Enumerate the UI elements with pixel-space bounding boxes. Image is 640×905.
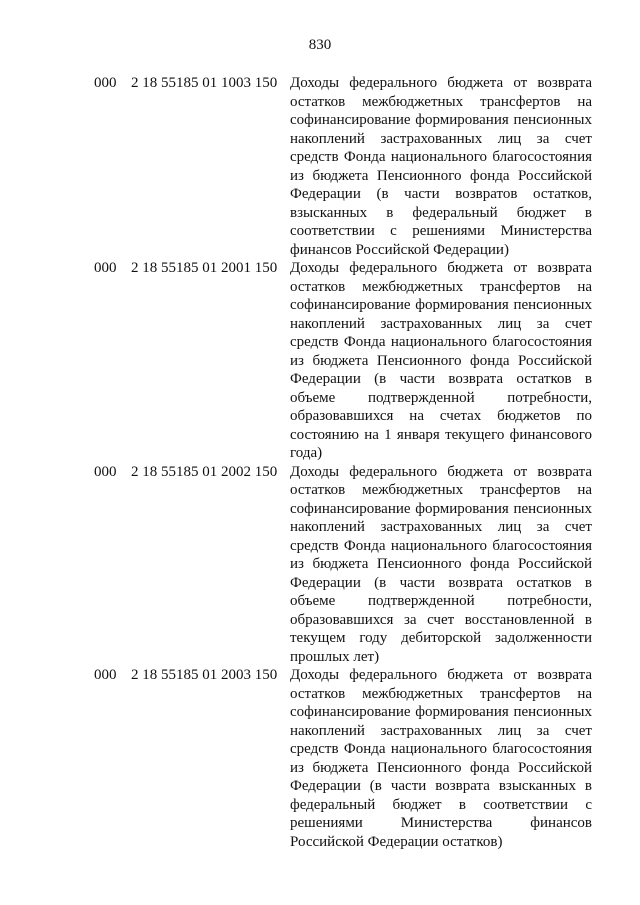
list-item (0, 463, 640, 667)
admin-code: 000 (94, 75, 117, 91)
admin-code: 000 (94, 260, 117, 276)
budget-codes-list (0, 74, 640, 851)
list-item (0, 259, 640, 463)
kbk-code: 2 18 55185 01 2002 150 (131, 463, 278, 480)
entry-description: Доходы федерального бюджета от возврата остатков межбюджетных трансфертов на софинансирование формирования пенсионных накоплений застрахованных лиц за счет средств Фонда национального благосостояния из бюджета Пенсионного фонда Российской Федерации (в части возвратов остатков, взысканных в федеральный бюджет в соответствии с решениями Министерства финансов Российской Федерации) (290, 75, 592, 258)
entry-description: Доходы федерального бюджета от возврата остатков межбюджетных трансфертов на софинансирование формирования пенсионных накоплений застрахованных лиц за счет средств Фонда национального благосостояния из бюджета Пенсионного фонда Российской Федерации (в части возврата остатков в объеме подтвержденной потребности, образовавшихся за счет восстановленной в текущем году дебиторской задолженности прошлых лет) (290, 463, 592, 665)
list-item (0, 666, 640, 851)
admin-code: 000 (94, 667, 117, 683)
kbk-code: 2 18 55185 01 1003 150 (131, 75, 278, 91)
admin-code: 000 (94, 463, 117, 480)
entry-description: Доходы федерального бюджета от возврата остатков межбюджетных трансфертов на софинансирование формирования пенсионных накоплений застрахованных лиц за счет средств Фонда национального благосостояния из бюджета Пенсионного фонда Российской Федерации (в части возврата остатков в объеме подтвержденной потребности, образовавшихся на счетах бюджетов по состоянию на 1 января текущего финансового года) (290, 260, 592, 461)
entry-description: Доходы федерального бюджета от возврата остатков межбюджетных трансфертов на софинансирование формирования пенсионных накоплений застрахованных лиц за счет средств Фонда национального благосостояния из бюджета Пенсионного фонда Российской Федерации (в части возврата взысканных в федеральный бюджет в соответствии с решениями Министерства финансов Российской Федерации остатков) (290, 667, 592, 850)
kbk-code: 2 18 55185 01 2001 150 (131, 260, 278, 276)
page-number: 830 (308, 37, 332, 53)
list-item (0, 74, 640, 259)
kbk-code: 2 18 55185 01 2003 150 (131, 667, 278, 683)
